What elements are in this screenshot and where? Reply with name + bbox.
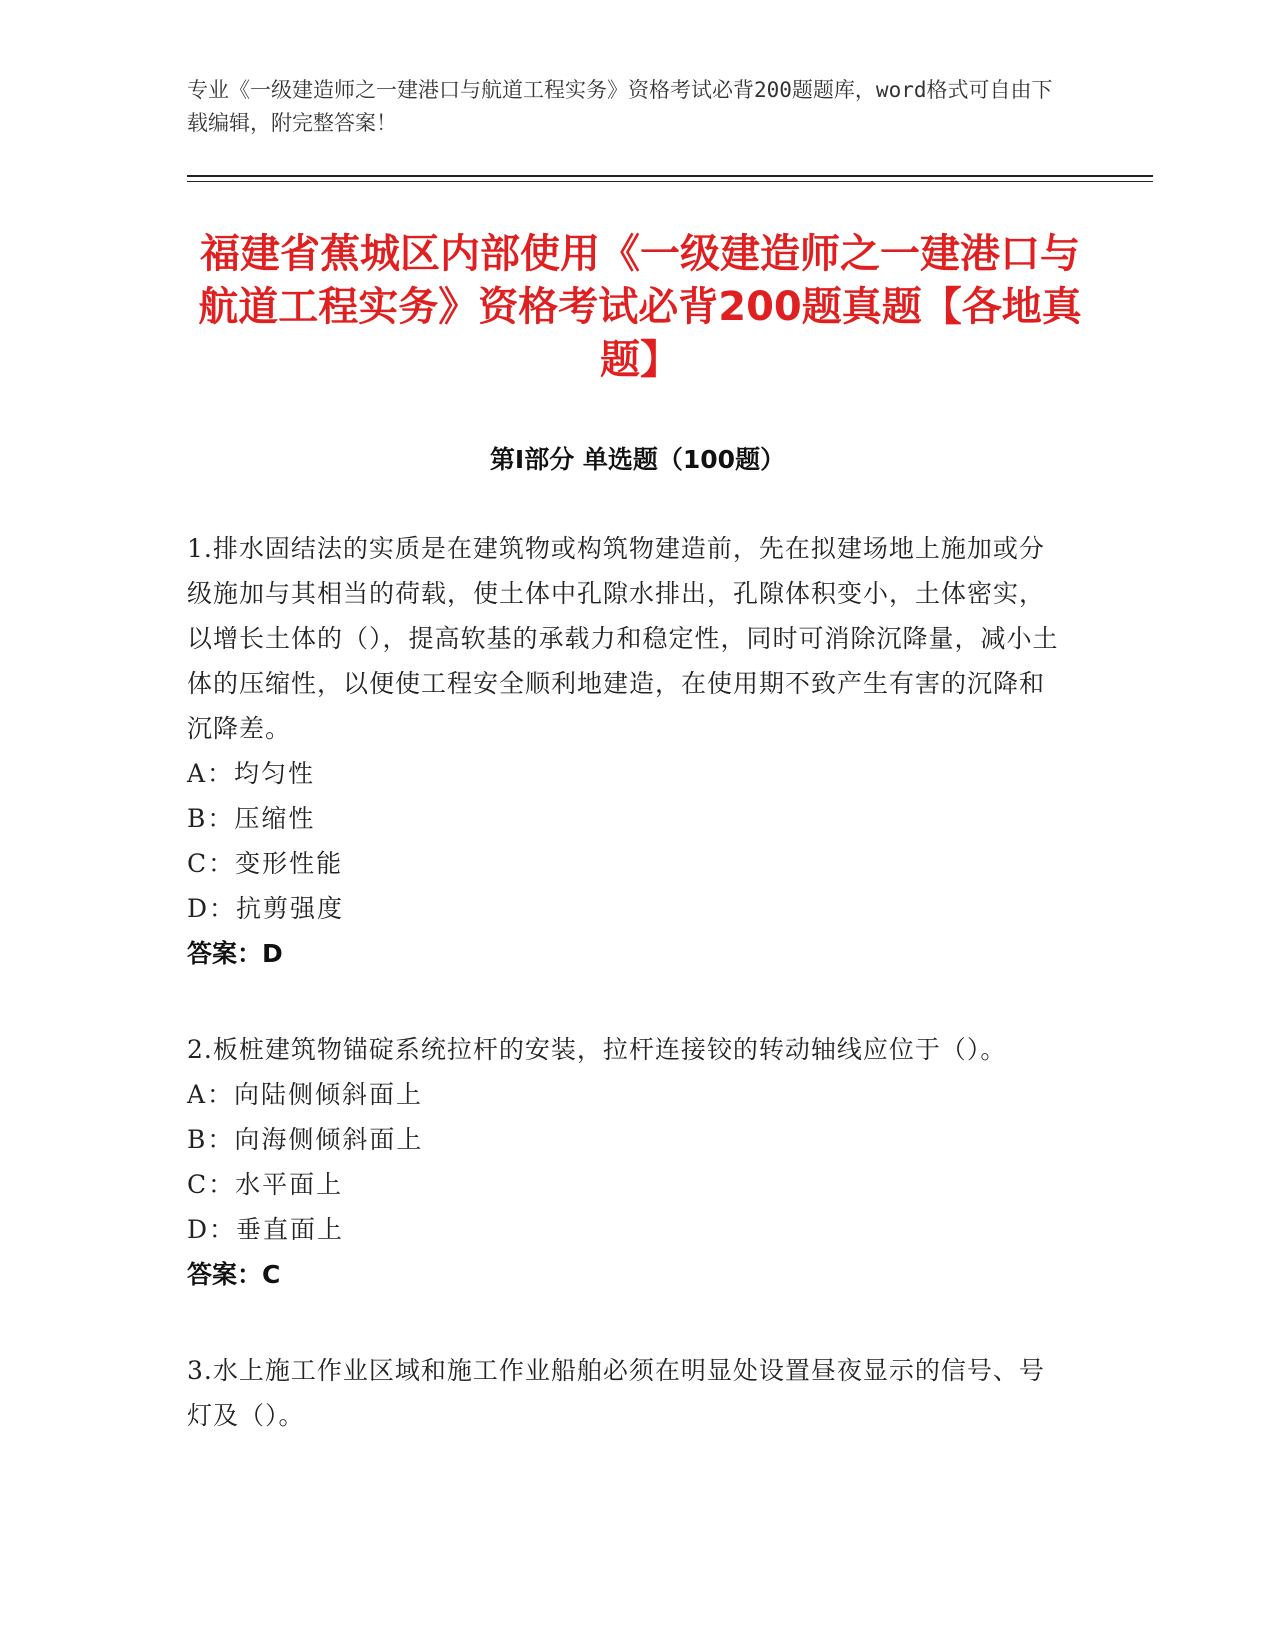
header-divider-thin <box>187 181 1153 182</box>
question-3 <box>187 1348 1067 1438</box>
question-list <box>187 526 1067 1489</box>
header-note: 专业《一级建造师之一建港口与航道工程实务》资格考试必背200题题库，word格式可自由下载编辑，附完整答案！ <box>187 78 1053 135</box>
option-c: C：变形性能 <box>187 849 344 878</box>
option-b: B：压缩性 <box>187 804 316 833</box>
header-divider-thick <box>187 175 1153 177</box>
option-a: A：向陆侧倾斜面上 <box>187 1080 424 1109</box>
option-a: A：均匀性 <box>187 759 316 788</box>
option-b: B：向海侧倾斜面上 <box>187 1125 424 1154</box>
section-heading: 第Ⅰ部分 单选题（100题） <box>489 445 786 474</box>
question-text: 2.板桩建筑物锚碇系统拉杆的安装，拉杆连接铰的转动轴线应位于（）。 <box>187 1035 1007 1064</box>
question-text: 3.水上施工作业区域和施工作业船舶必须在明显处设置昼夜显示的信号、号灯及（）。 <box>187 1356 1045 1430</box>
answer: 答案：C <box>187 1260 281 1289</box>
option-d: D：抗剪强度 <box>187 894 345 923</box>
answer: 答案：D <box>187 939 283 968</box>
question-2 <box>187 1027 1067 1297</box>
document-title: 福建省蕉城区内部使用《一级建造师之一建港口与航道工程实务》资格考试必背200题真题【各地真题】 <box>198 231 1082 383</box>
question-1 <box>187 526 1067 976</box>
option-c: C：水平面上 <box>187 1170 344 1199</box>
question-text: 1.排水固结法的实质是在建筑物或构筑物建造前，先在拟建场地上施加或分级施加与其相当的荷载，使土体中孔隙水排出，孔隙体积变小，土体密实，以增长土体的（），提高软基的承载力和稳定性，同时可消除沉降量，减小土体的压缩性，以便使工程安全顺利地建造，在使用期不致产生有害的沉降和沉降差。 <box>187 534 1059 743</box>
option-d: D：垂直面上 <box>187 1215 345 1244</box>
